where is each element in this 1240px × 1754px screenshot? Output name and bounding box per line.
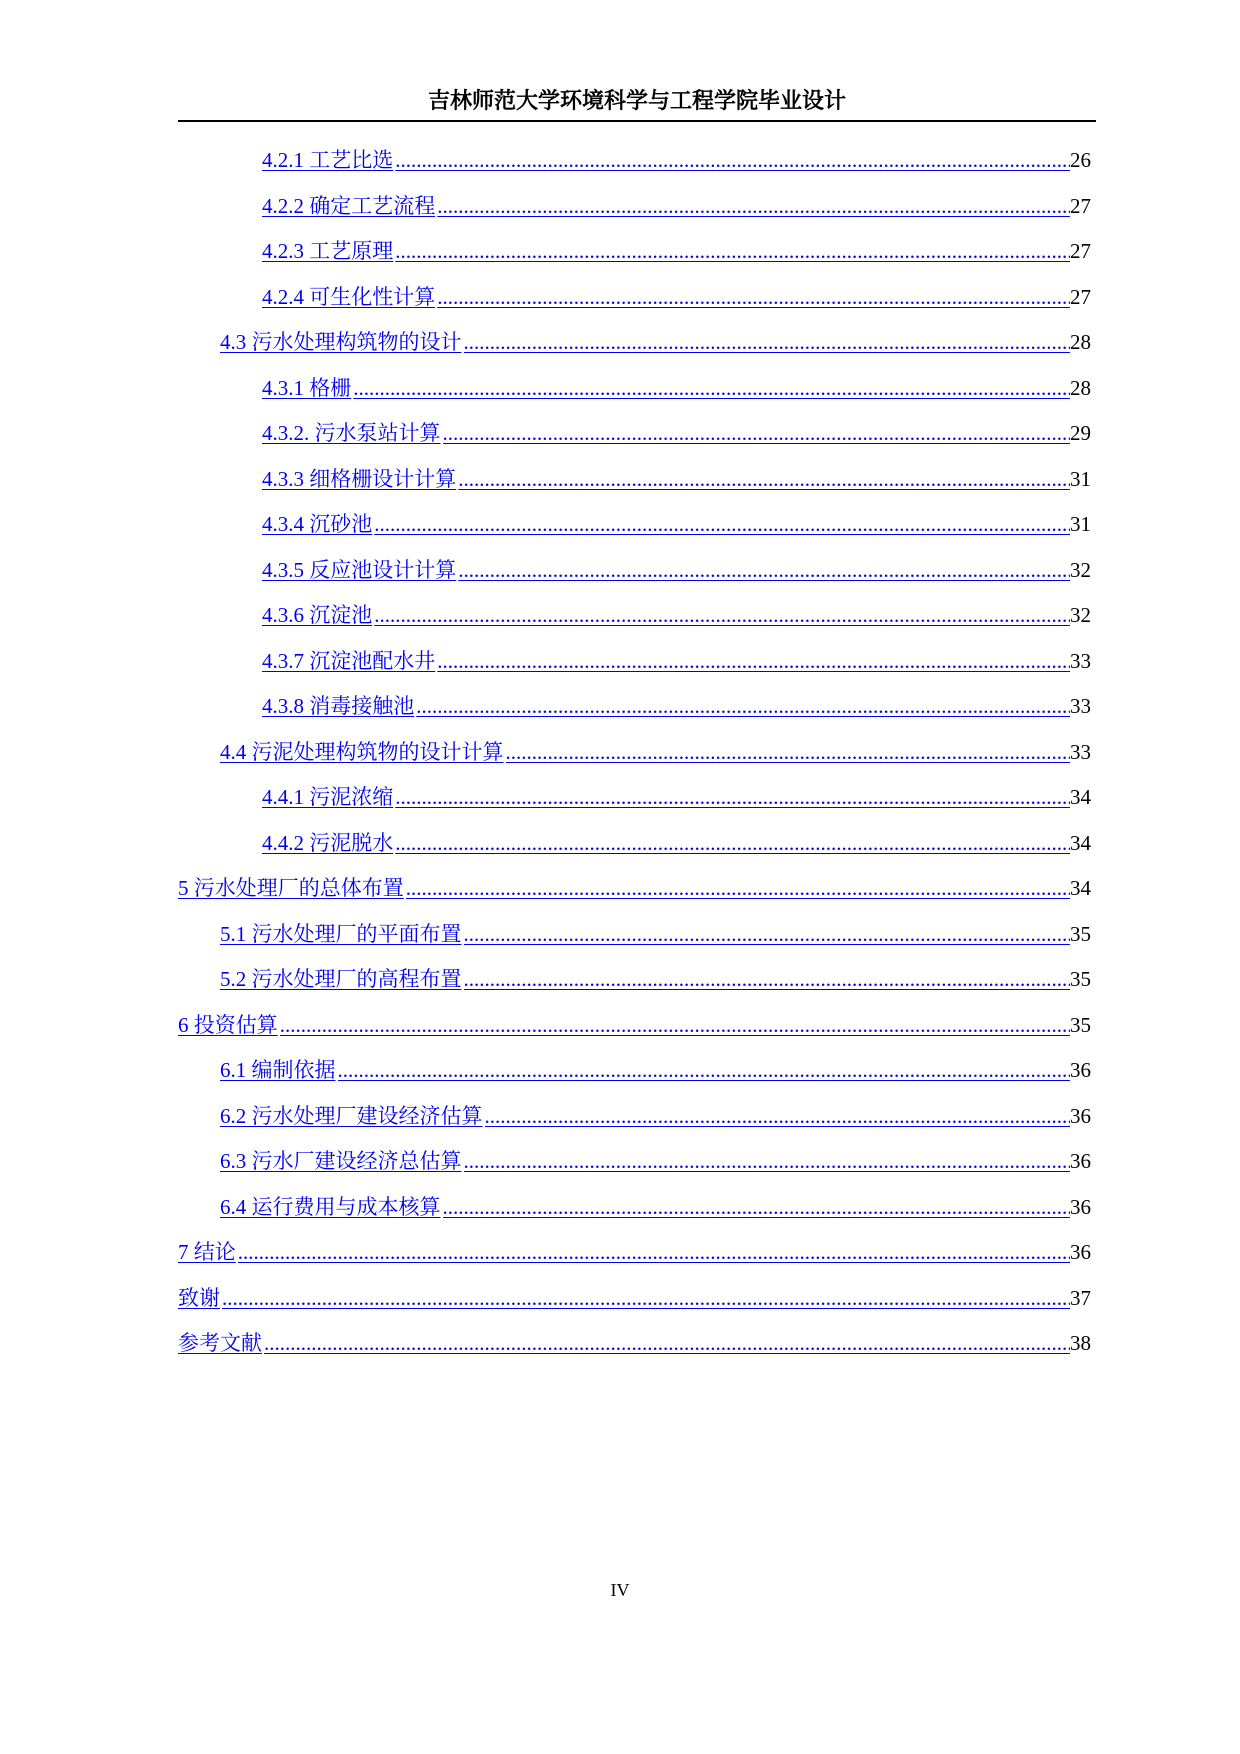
toc-entry-label: 4.3.6 沉淀池: [262, 603, 373, 627]
toc-entry-page: 36: [1070, 1194, 1091, 1219]
toc-link[interactable]: [262, 283, 1070, 311]
toc-link[interactable]: [178, 1284, 1070, 1312]
toc-entry: [178, 829, 1096, 875]
toc-link[interactable]: [220, 1193, 1070, 1221]
toc-entry-page: 28: [1070, 330, 1091, 354]
toc-entry: [178, 283, 1096, 329]
toc-entry-page: 36: [1070, 1149, 1091, 1173]
toc-entry-label: 4.2.3 工艺原理: [262, 239, 394, 263]
toc-leader-dots: [485, 1102, 1071, 1130]
toc-entry-page: 38: [1070, 1331, 1091, 1355]
toc-leader-dots: [222, 1284, 1070, 1312]
toc-entry: [178, 1284, 1096, 1330]
toc-entry-page: 31: [1070, 512, 1091, 536]
toc-leader-dots: [458, 465, 1070, 493]
toc-entry-label: 4.2.4 可生化性计算: [262, 284, 436, 309]
toc-entry: [178, 556, 1096, 602]
toc-leader-dots: [238, 1238, 1070, 1266]
toc-entry-label: 6.4 运行费用与成本核算: [220, 1194, 441, 1219]
toc-link[interactable]: [262, 465, 1070, 493]
toc-link[interactable]: [262, 510, 1070, 538]
toc-entry: [178, 965, 1096, 1011]
toc-entry-label: 4.2.2 确定工艺流程: [262, 193, 436, 218]
toc-entry-label: 4.4 污泥处理构筑物的设计计算: [220, 739, 504, 764]
toc-entry-label: 5.1 污水处理厂的平面布置: [220, 921, 462, 946]
toc-entry-page: 36: [1070, 1058, 1091, 1082]
toc-entry-label: 4.3.1 格栅: [262, 375, 352, 400]
toc-entry: [178, 419, 1096, 465]
toc-leader-dots: [464, 1147, 1071, 1175]
toc-leader-dots: [437, 647, 1070, 675]
toc-entry-page: 37: [1070, 1285, 1091, 1310]
toc-entry: [178, 374, 1096, 420]
toc-entry: [178, 237, 1096, 283]
toc-link[interactable]: [220, 965, 1070, 993]
toc-leader-dots: [464, 328, 1071, 356]
toc-entry-page: 28: [1070, 375, 1091, 400]
toc-link[interactable]: [262, 647, 1070, 675]
toc-entry: [178, 1011, 1096, 1057]
toc-entry-page: 33: [1070, 739, 1091, 764]
header-title: 吉林师范大学环境科学与工程学院毕业设计: [427, 89, 846, 114]
toc-link[interactable]: [220, 1056, 1070, 1084]
toc-entry: [178, 1102, 1096, 1148]
toc-entry: [178, 738, 1096, 784]
toc-link[interactable]: [262, 419, 1070, 447]
toc-entry: [178, 874, 1096, 920]
toc-leader-dots: [395, 829, 1070, 857]
toc-entry-label: 4.4.2 污泥脱水: [262, 830, 394, 855]
toc-entry-label: 4.3.2. 污水泵站计算: [262, 421, 441, 445]
toc-entry-label: 7 结论: [178, 1240, 236, 1264]
toc-entry: [178, 1147, 1096, 1193]
toc-entry: [178, 328, 1096, 374]
toc-entry: [178, 647, 1096, 693]
toc-link[interactable]: [262, 829, 1070, 857]
toc-entry-label: 4.3 污水处理构筑物的设计: [220, 330, 462, 354]
toc-entry-page: 35: [1070, 921, 1091, 946]
page-number: IV: [610, 1580, 630, 1600]
toc-entry: [178, 1056, 1096, 1102]
toc-link[interactable]: [220, 328, 1070, 356]
toc-entry-label: 5 污水处理厂的总体布置: [178, 876, 404, 900]
toc-link[interactable]: [262, 374, 1070, 402]
toc-entry-page: 35: [1070, 967, 1091, 991]
toc-entry: [178, 692, 1096, 738]
toc-entry: [178, 510, 1096, 556]
toc-link[interactable]: [178, 1238, 1070, 1266]
toc-leader-dots: [506, 738, 1071, 766]
toc-entry-label: 4.2.1 工艺比选: [262, 148, 394, 172]
toc-link[interactable]: [178, 874, 1070, 902]
toc-entry-page: 36: [1070, 1240, 1091, 1264]
toc-leader-dots: [416, 692, 1070, 720]
toc-entry-label: 4.4.1 污泥浓缩: [262, 785, 394, 809]
toc-entry-page: 27: [1070, 193, 1091, 218]
toc-leader-dots: [395, 146, 1070, 174]
toc-link[interactable]: [178, 1011, 1070, 1039]
toc-link[interactable]: [220, 1102, 1070, 1130]
toc-leader-dots: [264, 1329, 1070, 1357]
toc-entry-page: 31: [1070, 466, 1091, 491]
toc-leader-dots: [395, 783, 1070, 811]
toc-entry: [178, 146, 1096, 192]
toc-leader-dots: [443, 1193, 1071, 1221]
page-header: [178, 88, 1096, 122]
toc-link[interactable]: [262, 692, 1070, 720]
toc-entry-label: 致谢: [178, 1285, 220, 1310]
toc-entry: [178, 1329, 1096, 1375]
toc-entry-label: 6.3 污水厂建设经济总估算: [220, 1149, 462, 1173]
toc-entry-page: 26: [1070, 148, 1091, 172]
toc-leader-dots: [353, 374, 1070, 402]
toc-entry: [178, 1238, 1096, 1284]
toc-leader-dots: [443, 419, 1071, 447]
toc-link[interactable]: [262, 146, 1070, 174]
toc-entry-page: 32: [1070, 557, 1091, 582]
toc-entry: [178, 601, 1096, 647]
toc-entry-page: 34: [1070, 785, 1091, 809]
toc-leader-dots: [280, 1011, 1070, 1039]
toc-link[interactable]: [262, 237, 1070, 265]
toc-leader-dots: [437, 192, 1070, 220]
toc-entry: [178, 465, 1096, 511]
toc-link[interactable]: [262, 192, 1070, 220]
toc-link[interactable]: [178, 1329, 1070, 1357]
toc-leader-dots: [374, 510, 1070, 538]
toc-entry-page: 36: [1070, 1103, 1091, 1128]
toc-entry: [178, 920, 1096, 966]
toc-entry-page: 35: [1070, 1012, 1091, 1037]
toc-leader-dots: [464, 920, 1071, 948]
toc-link[interactable]: [220, 1147, 1070, 1175]
toc-entry: [178, 1193, 1096, 1239]
table-of-contents: [178, 146, 1096, 1375]
toc-entry-page: 32: [1070, 603, 1091, 627]
toc-leader-dots: [464, 965, 1071, 993]
toc-entry-page: 27: [1070, 284, 1091, 309]
toc-link[interactable]: [220, 920, 1070, 948]
toc-link[interactable]: [262, 783, 1070, 811]
toc-leader-dots: [437, 283, 1070, 311]
toc-entry-label: 参考文献: [178, 1331, 262, 1355]
toc-entry-label: 6 投资估算: [178, 1012, 278, 1037]
toc-entry-label: 4.3.7 沉淀池配水井: [262, 648, 436, 673]
toc-leader-dots: [374, 601, 1070, 629]
toc-entry-page: 33: [1070, 648, 1091, 673]
toc-entry-label: 5.2 污水处理厂的高程布置: [220, 967, 462, 991]
toc-entry-page: 27: [1070, 239, 1091, 263]
toc-link[interactable]: [262, 556, 1070, 584]
toc-leader-dots: [338, 1056, 1071, 1084]
toc-entry-page: 34: [1070, 830, 1091, 855]
toc-entry-label: 6.1 编制依据: [220, 1058, 336, 1082]
toc-entry-page: 29: [1070, 421, 1091, 445]
toc-entry-page: 34: [1070, 876, 1091, 900]
toc-leader-dots: [395, 237, 1070, 265]
toc-entry-page: 33: [1070, 694, 1091, 718]
toc-leader-dots: [406, 874, 1070, 902]
toc-entry-label: 4.3.3 细格栅设计计算: [262, 466, 457, 491]
toc-entry-label: 4.3.4 沉砂池: [262, 512, 373, 536]
toc-link[interactable]: [262, 601, 1070, 629]
toc-entry-label: 4.3.8 消毒接触池: [262, 694, 415, 718]
toc-leader-dots: [458, 556, 1070, 584]
toc-entry-label: 6.2 污水处理厂建设经济估算: [220, 1103, 483, 1128]
toc-link[interactable]: [220, 738, 1070, 766]
toc-entry: [178, 783, 1096, 829]
toc-entry: [178, 192, 1096, 238]
toc-entry-label: 4.3.5 反应池设计计算: [262, 557, 457, 582]
